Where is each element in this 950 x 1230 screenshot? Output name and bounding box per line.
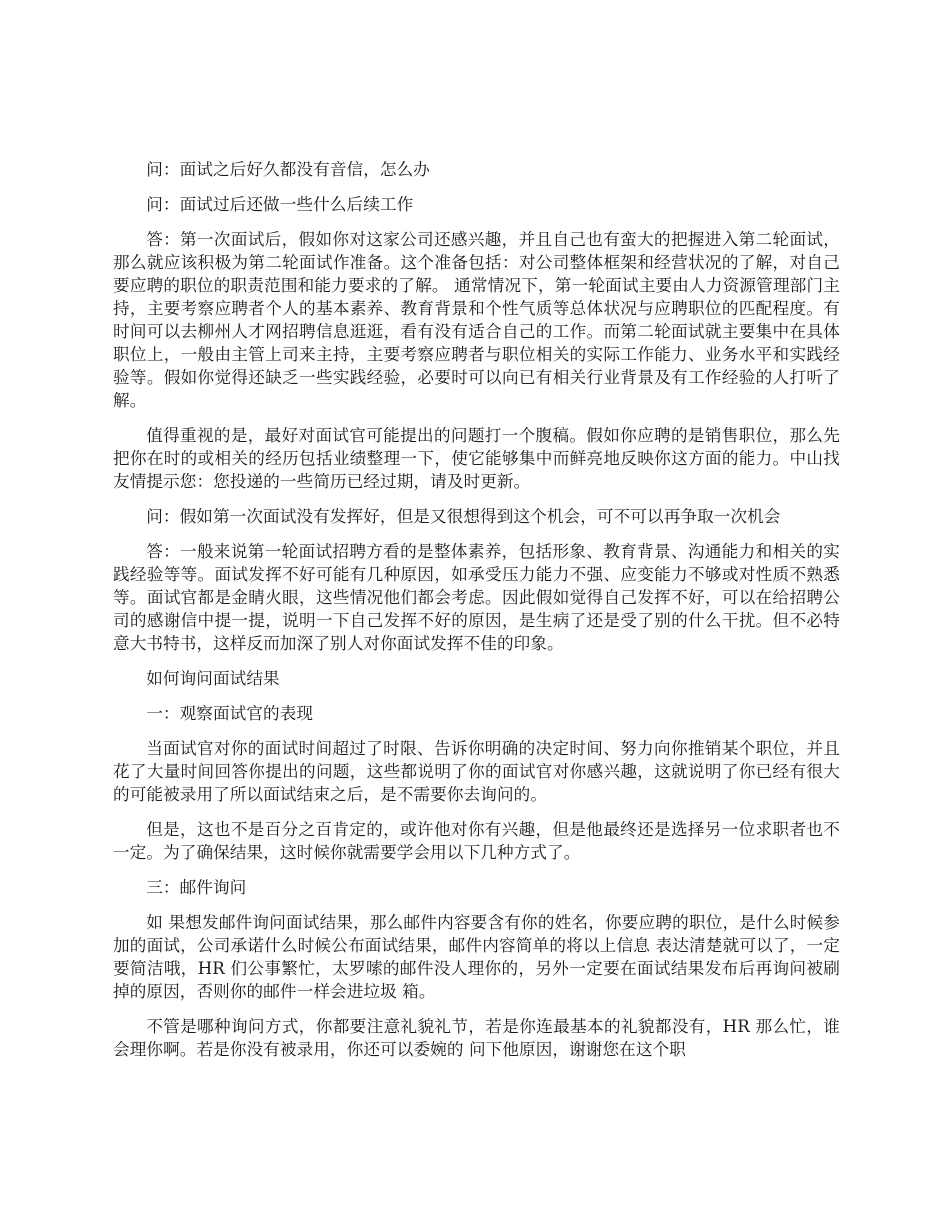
question-no-response: 问：面试之后好久都没有音信，怎么办: [146, 160, 430, 179]
answer-follow-up: 答：第一次面试后，假如你对这家公司还感兴趣，并且自己也有蛮大的把握进入第二轮面试，那么就应该积极为第二轮面试作准备。这个准备包括：对公司整体框架和经营状况的了解，对自己要应聘的职位的职责范围和能力要求的了解。 通常情况下，第一轮面试主要由人力资源管理部门主持，主要考察应聘者个人的基本素养、教育背景和个性气质等总体状况与应聘职位的匹配程度。有时间可以去柳州人才网招聘信息逛逛，看有没有适合自己的工作。而第二轮面试就主要集中在具体职位上，一般由主管上司来主持，主要考察应聘者与职位相关的实际工作能力、业务水平和实践经验等。假如你觉得还缺乏一些实践经验，必要时可以向已有相关行业背景及有工作经验的人打听了解。: [113, 230, 840, 410]
paragraph-prepare-questions: 值得重视的是，最好对面试官可能提出的问题打一个腹稿。假如你应聘的是销售职位，那么先把你在时的或相关的经历包括业绩整理一下，使它能够集中而鲜亮地反映你这方面的能力。中山找友情提示您：您投递的一些简历已经过期，请及时更新。: [113, 426, 840, 491]
question-follow-up: 问：面试过后还做一些什么后续工作: [146, 195, 414, 214]
paragraph-email-content: 如 果想发邮件询问面试结果，那么邮件内容要含有你的姓名，你要应聘的职位，是什么时候参加的面试，公司承诺什么时候公布面试结果，邮件内容简单的将以上信息 表达清楚就可以了，一定要简洁哦，HR 们公事繁忙，太罗嗦的邮件没人理你的，另外一定要在面试结果发布后再询问被刷掉的原因，否则你的邮件一样会进垃圾 箱。: [113, 913, 840, 1001]
answer-second-chance: 答：一般来说第一轮面试招聘方看的是整体素养，包括形象、教育背景、沟通能力和相关的实践经验等等。面试发挥不好可能有几种原因，如承受压力能力不强、应变能力不够或对性质不熟悉等。面试官都是金睛火眼，这些情况他们都会考虑。因此假如觉得自己发挥不好，可以在给招聘公司的感谢信中提一提，说明一下自己发挥不好的原因，是生病了还是受了别的什么干扰。但不必特意大书特书，这样反而加深了别人对你面试发挥不佳的印象。: [113, 542, 840, 653]
paragraph-not-certain: 但是，这也不是百分之百肯定的，或许他对你有兴趣，但是他最终还是选择另一位求职者也不一定。为了确保结果，这时候你就需要学会用以下几种方式了。: [113, 820, 840, 862]
document-page: [113, 158, 840, 1073]
paragraph-interviewer-signs: 当面试官对你的面试时间超过了时限、告诉你明确的决定时间、努力向你推销某个职位，并且花了大量时间回答你提出的问题，这些都说明了你的面试官对你感兴趣，这就说明了你已经有很大的可能被录用了所以面试结束之后，是不需要你去询问的。: [113, 739, 840, 804]
question-second-chance: 问：假如第一次面试没有发挥好，但是又很想得到这个机会，可不可以再争取一次机会: [146, 507, 781, 526]
subheading-email-inquiry: 三：邮件询问: [146, 878, 247, 897]
paragraph-politeness: 不管是哪种询问方式，你都要注意礼貌礼节，若是你连最基本的礼貌都没有，HR 那么忙，谁会理你啊。若是你没有被录用，你还可以委婉的 问下他原因，谢谢您在这个职: [113, 1017, 840, 1059]
subheading-observe-interviewer: 一：观察面试官的表现: [146, 704, 314, 723]
section-heading-ask-result: 如何询问面试结果: [146, 669, 280, 688]
